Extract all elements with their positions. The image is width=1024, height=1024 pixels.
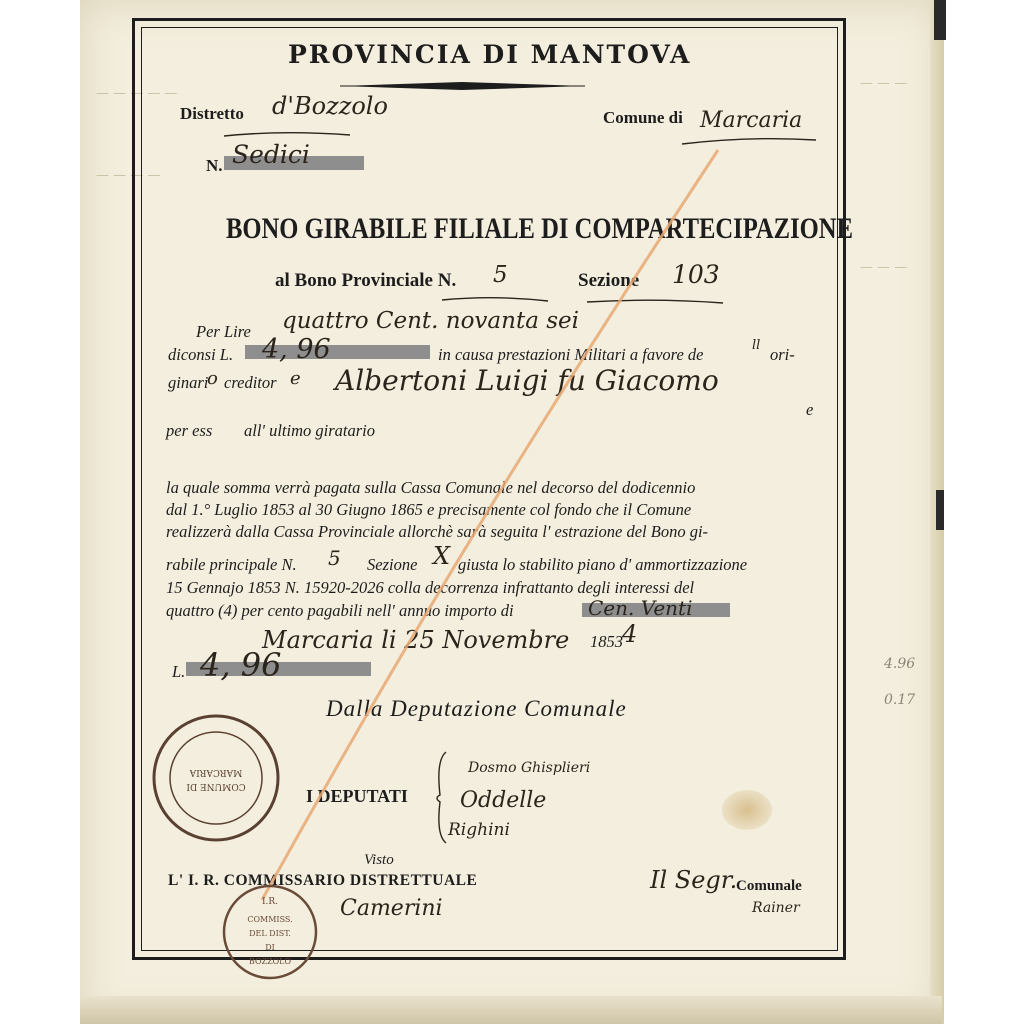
show-through-text: — — — xyxy=(860,76,908,91)
line-end-e: e xyxy=(806,400,814,419)
number-label: N. xyxy=(206,156,223,175)
commissioner-label: L' I. R. COMMISSARIO DISTRETTUALE xyxy=(168,872,478,889)
interest-value: Cen. Venti xyxy=(588,596,693,620)
paragraph-line: rabile principale N. xyxy=(166,555,297,574)
creditor-hand-e: e xyxy=(290,368,301,389)
date-year-correction: 4 xyxy=(622,620,638,648)
ultimo-giratario-text: all' ultimo giratario xyxy=(244,421,375,440)
causa-suffix: ori- xyxy=(770,345,795,364)
secretary-signature: Il Segr. xyxy=(650,866,738,894)
total-label: L. xyxy=(172,662,186,681)
total-value: 4, 96 xyxy=(200,646,282,684)
svg-text:BOZZOLO: BOZZOLO xyxy=(248,957,292,966)
svg-text:MARCARIA: MARCARIA xyxy=(189,767,243,777)
provincial-bond-label: al Bono Provinciale N. xyxy=(275,270,457,291)
comunale-label: Comunale xyxy=(736,878,802,894)
margin-note-1: 4.96 xyxy=(884,656,916,672)
paper-stain xyxy=(722,790,772,830)
section-value: 103 xyxy=(672,260,720,289)
svg-text:COMUNE DI: COMUNE DI xyxy=(186,781,246,791)
bond-heading: BONO GIRABILE FILIALE DI COMPARTECIPAZIONE xyxy=(226,212,853,245)
district-label: Distretto xyxy=(180,104,244,123)
per-ess-text: per ess xyxy=(166,421,213,440)
creditor-word: creditor xyxy=(224,373,277,392)
causa-hand-suffix: ll xyxy=(752,338,761,353)
svg-text:DEL DIST.: DEL DIST. xyxy=(249,929,291,938)
causa-text: in causa prestazioni Militari a favore de xyxy=(438,345,704,364)
visto-label: Visto xyxy=(364,852,394,868)
principal-section: X xyxy=(433,542,451,570)
show-through-text: — — — xyxy=(860,260,908,275)
show-through-text: — — — — — xyxy=(96,86,178,101)
creditor-hand-o: o xyxy=(207,368,218,389)
commune-label: Comune di xyxy=(603,108,683,127)
creditor-label: ginari xyxy=(168,373,209,392)
district-value: d'Bozzolo xyxy=(272,92,388,120)
deputy-signature-3: Righini xyxy=(448,820,510,840)
margin-note-2: 0.17 xyxy=(884,692,916,708)
principal-bond-number: 5 xyxy=(328,546,341,570)
paragraph-line: quattro (4) per cento pagabili nell' annuo importo di xyxy=(166,601,514,620)
section-label: Sezione xyxy=(578,270,640,291)
per-lire-words: quattro Cent. novanta sei xyxy=(282,308,579,334)
date-place: Marcaria li 25 Novembre xyxy=(262,626,570,654)
per-lire-label: Per Lire xyxy=(196,322,251,341)
paragraph-line: giusta lo stabilito piano d' ammortizzazione xyxy=(458,555,748,574)
deputy-signature-2: Oddelle xyxy=(460,788,547,813)
svg-text:I.R.: I.R. xyxy=(261,897,279,907)
paragraph-line: realizzerà dalla Cassa Provinciale allorchè sarà seguita l' estrazione del Bono gi- xyxy=(166,522,709,541)
creditor-name: Albertoni Luigi fu Giacomo xyxy=(335,364,719,397)
diconsi-label: diconsi L. xyxy=(168,345,234,364)
document-title: PROVINCIA DI MANTOVA xyxy=(288,40,692,69)
svg-text:COMMISS.: COMMISS. xyxy=(247,915,293,924)
provincial-bond-number: 5 xyxy=(493,262,508,288)
show-through-text: — — — — xyxy=(96,168,161,183)
secretary-signature-2: Rainer xyxy=(752,900,800,916)
deputy-signature-1: Dosmo Ghisplieri xyxy=(468,760,591,776)
paragraph-line: 15 Gennajo 1853 N. 15920-2026 colla decorrenza infrattanto degli interessi del xyxy=(166,578,695,597)
paragraph-line: dal 1.° Luglio 1853 al 30 Giugno 1865 e precisamente col fondo che il Comune xyxy=(166,500,692,519)
svg-text:DI: DI xyxy=(265,943,275,952)
paragraph-line: Sezione xyxy=(367,555,418,574)
paragraph-line: la quale somma verrà pagata sulla Cassa Comunale nel decorso del dodicennio xyxy=(166,478,696,497)
commissariat-stamp xyxy=(220,882,320,982)
deputation-line: Dalla Deputazione Comunale xyxy=(326,696,627,721)
municipal-seal-stamp xyxy=(150,712,282,844)
amount-value: 4, 96 xyxy=(262,334,331,365)
commune-value: Marcaria xyxy=(700,108,803,133)
deputies-label: I DEPUTATI xyxy=(306,786,408,806)
commissioner-signature: Camerini xyxy=(340,896,443,921)
number-value: Sedici xyxy=(232,140,310,169)
date-year: 1853 xyxy=(590,632,623,651)
